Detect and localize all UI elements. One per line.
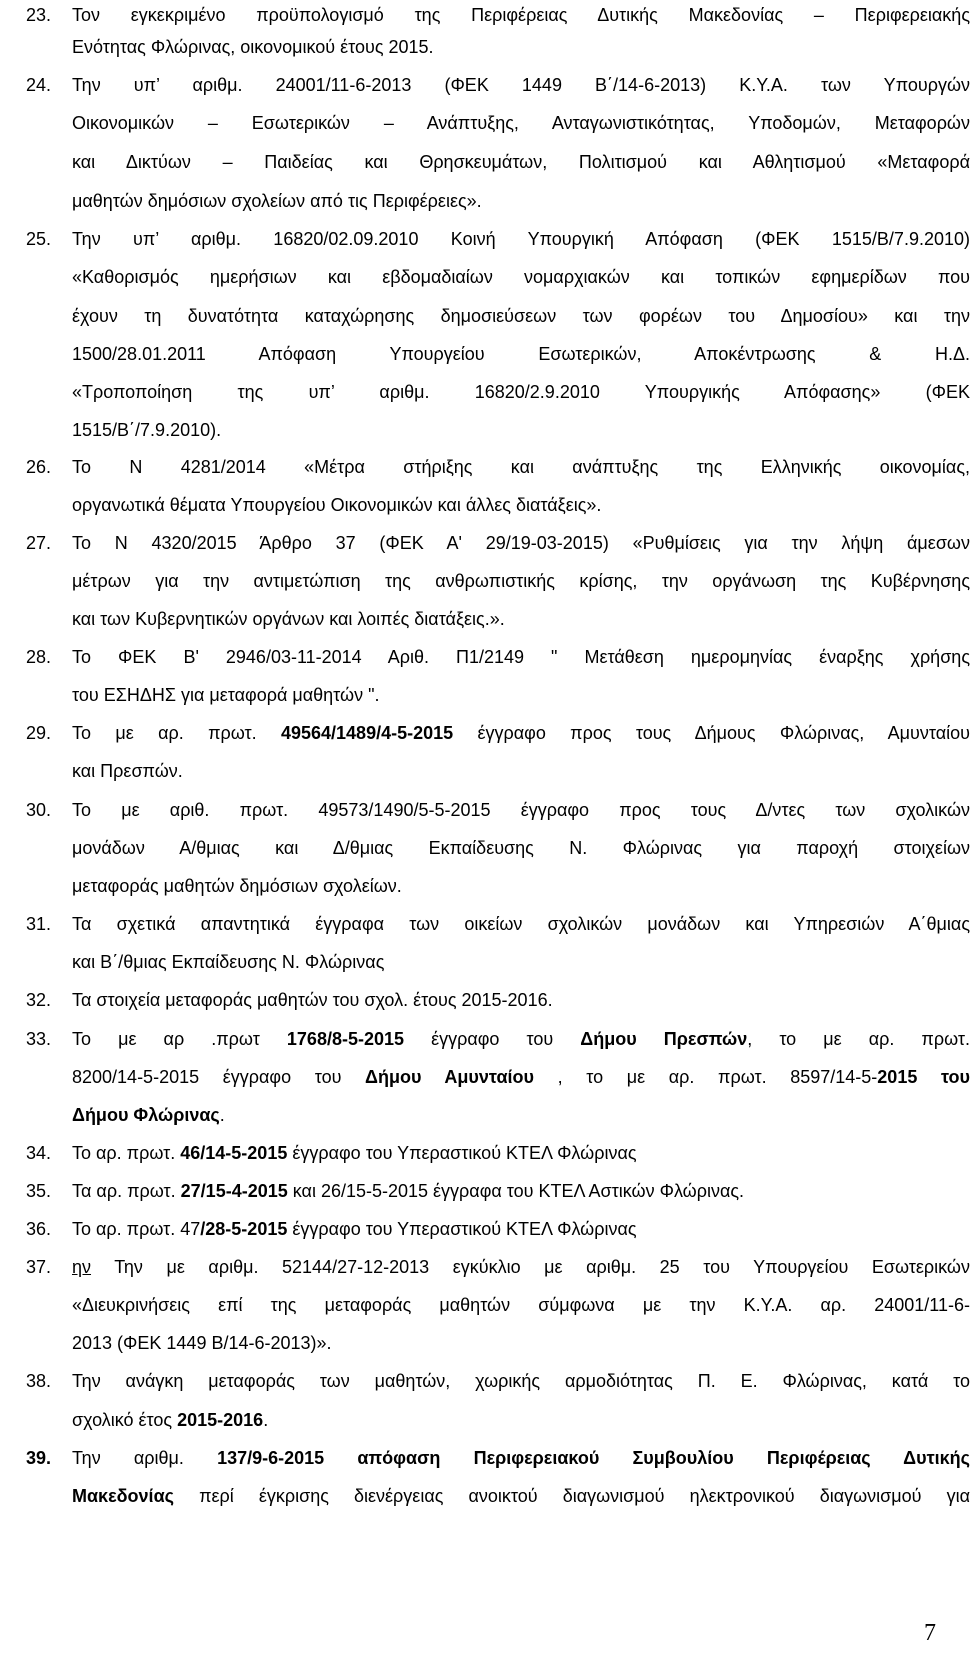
item-text-line: και Πρεσπών. [72,761,183,781]
bold-text: /28-5-2015 [200,1219,288,1239]
item-text-line: μεταφοράς μαθητών δημόσιων σχολείων. [72,876,402,896]
item-number: 27. [26,533,52,553]
item-text-line: «Τροποποίηση της υπ’ αριθμ. 16820/2.9.2010 Υπουργικής Απόφασης» (ΦΕΚ [72,382,970,402]
item-text-line: του ΕΣΗΔΗΣ για μεταφορά μαθητών ". [72,685,380,705]
item-number: 23. [26,5,52,25]
bold-text: Δήμου Πρεσπών [580,1029,748,1049]
item-text-line: Το Ν 4320/2015 Άρθρο 37 (ΦΕΚ Α' 29/19-03-2015) «Ρυθμίσεις για την λήψη άμεσων [72,533,970,553]
item-text-line: Το αρ. πρωτ. 46/14-5-2015 έγγραφο του Υπεραστικού ΚΤΕΛ Φλώρινας [72,1143,637,1163]
item-text-line: Το αρ. πρωτ. 47/28-5-2015 έγγραφο του Υπεραστικού ΚΤΕΛ Φλώρινας [72,1219,637,1239]
item-text-line: «Καθορισμός ημερήσιων και εβδομαδιαίων νομαρχιακών και τοπικών εφημερίδων που [72,267,970,287]
item-text-line: Τον εγκεκριμένο προϋπολογισμό της Περιφέρειας Δυτικής Μακεδονίας – Περιφερειακής [72,5,970,25]
item-text-line: Μακεδονίας περί έγκρισης διενέργειας ανοικτού διαγωνισμού ηλεκτρονικού διαγωνισμού για [72,1486,970,1506]
item-number: 36. [26,1219,52,1239]
item-text-line: Το με αρ .πρωτ 1768/8-5-2015 έγγραφο του Δήμου Πρεσπών, το με αρ. πρωτ. [72,1029,970,1049]
bold-text: 46/14-5-2015 [180,1143,288,1163]
item-text-line: σχολικό έτος 2015-2016. [72,1410,269,1430]
item-text-line: και των Κυβερνητικών οργάνων και λοιπές διατάξεις.». [72,609,505,629]
item-text-line: Την υπ’ αριθμ. 16820/02.09.2010 Κοινή Υπουργική Απόφαση (ΦΕΚ 1515/Β/7.9.2010) [72,229,970,249]
item-text-line: μαθητών δημόσιων σχολείων από τις Περιφέρειες». [72,191,482,211]
item-text-line: οργανωτικά θέματα Υπουργείου Οικονομικών και άλλες διατάξεις». [72,495,602,515]
item-text-line: Ενότητας Φλώρινας, οικονομικού έτους 2015. [72,37,434,57]
bold-text: 2015 του [877,1067,970,1087]
item-text-line: 2013 (ΦΕΚ 1449 Β/14-6-2013)». [72,1333,332,1353]
item-number: 33. [26,1029,52,1049]
item-text-line: «Διευκρινήσεις επί της μεταφοράς μαθητών σύμφωνα με την Κ.Υ.Α. αρ. 24001/11-6- [72,1295,970,1315]
item-number: 30. [26,800,52,820]
underlined-text: ην [72,1257,92,1277]
bold-text: 49564/1489/4-5-2015 [280,723,454,743]
item-text-line: 8200/14-5-2015 έγγραφο του Δήμου Αμυνταίου , το με αρ. πρωτ. 8597/14-5-2015 του [72,1067,970,1087]
item-text-line: έχουν τη δυνατότητα καταχώρησης δημοσιεύσεων των φορέων του Δημοσίου» και την [72,306,970,326]
item-text-line: Την ανάγκη μεταφοράς των μαθητών, χωρικής αρμοδιότητας Π. Ε. Φλώρινας, κατά το [72,1371,970,1391]
item-text-line: Τα στοιχεία μεταφοράς μαθητών του σχολ. έτους 2015-2016. [72,990,553,1010]
bold-text: 27/15-4-2015 [180,1181,288,1201]
item-text-line: Οικονομικών – Εσωτερικών – Ανάπτυξης, Ανταγωνιστικότητας, Υποδομών, Μεταφορών [72,113,970,133]
item-number: 28. [26,647,52,667]
item-text-line: Την υπ’ αριθμ. 24001/11-6-2013 (ΦΕΚ 1449 Β΄/14-6-2013) Κ.Υ.Α. των Υπουργών [72,75,970,95]
bold-text: 1768/8-5-2015 [286,1029,405,1049]
item-number: 37. [26,1257,52,1277]
item-text-line: Δήμου Φλώρινας. [72,1105,225,1125]
item-number: 32. [26,990,52,1010]
item-number: 39. [26,1448,52,1468]
item-text-line: Τα αρ. πρωτ. 27/15-4-2015 και 26/15-5-2015 έγγραφα του ΚΤΕΛ Αστικών Φλώρινας. [72,1181,745,1201]
bold-text: 137/9-6-2015 απόφαση Περιφερειακού Συμβουλίου Περιφέρειας Δυτικής [217,1448,970,1468]
item-number: 38. [26,1371,52,1391]
bold-text: Μακεδονίας [72,1486,174,1506]
item-number: 26. [26,457,52,477]
item-text-line: Το ΦΕΚ Β' 2946/03-11-2014 Αριθ. Π1/2149 " Μετάθεση ημερομηνίας έναρξης χρήσης [72,647,970,667]
item-text-line: Το με αριθ. πρωτ. 49573/1490/5-5-2015 έγγραφο προς τους Δ/ντες των σχολικών [72,800,970,820]
item-number: 24. [26,75,52,95]
item-text-line: Τα σχετικά απαντητικά έγγραφα των οικείων σχολικών μονάδων και Υπηρεσιών Α΄θμιας [72,914,970,934]
item-text-line: μονάδων Α/θμιας και Δ/θμιας Εκπαίδευσης Ν. Φλώρινας για παροχή στοιχείων [72,838,970,858]
bold-text: Δήμου Φλώρινας [72,1105,220,1125]
item-text-line: Το με αρ. πρωτ. 49564/1489/4-5-2015 έγγραφο προς τους Δήμους Φλώρινας, Αμυνταίου [72,723,970,743]
item-text-line: και Β΄/θμιας Εκπαίδευσης Ν. Φλώρινας [72,952,385,972]
item-text-line: ην Την με αριθμ. 52144/27-12-2013 εγκύκλιο με αριθμ. 25 του Υπουργείου Εσωτερικών [72,1257,970,1277]
bold-text: Δήμου Αμυνταίου [365,1067,534,1087]
item-text-line: μέτρων για την αντιμετώπιση της ανθρωπιστικής κρίσης, την οργάνωση της Κυβέρνησης [72,571,970,591]
item-number: 29. [26,723,52,743]
bold-text: 2015-2016 [177,1410,264,1430]
page-number: 7 [924,1620,936,1646]
item-number: 31. [26,914,52,934]
item-number: 34. [26,1143,52,1163]
item-text-line: Το Ν 4281/2014 «Μέτρα στήριξης και ανάπτυξης της Ελληνικής οικονομίας, [72,457,970,477]
item-text-line: 1500/28.01.2011 Απόφαση Υπουργείου Εσωτερικών, Αποκέντρωσης & Η.Δ. [72,344,970,364]
item-text-line: 1515/Β΄/7.9.2010). [72,420,222,440]
item-number: 25. [26,229,52,249]
item-text-line: Την αριθμ. 137/9-6-2015 απόφαση Περιφερειακού Συμβουλίου Περιφέρειας Δυτικής [72,1448,970,1468]
item-text-line: και Δικτύων – Παιδείας και Θρησκευμάτων, Πολιτισμού και Αθλητισμού «Μεταφορά [72,152,970,172]
item-number: 35. [26,1181,52,1201]
